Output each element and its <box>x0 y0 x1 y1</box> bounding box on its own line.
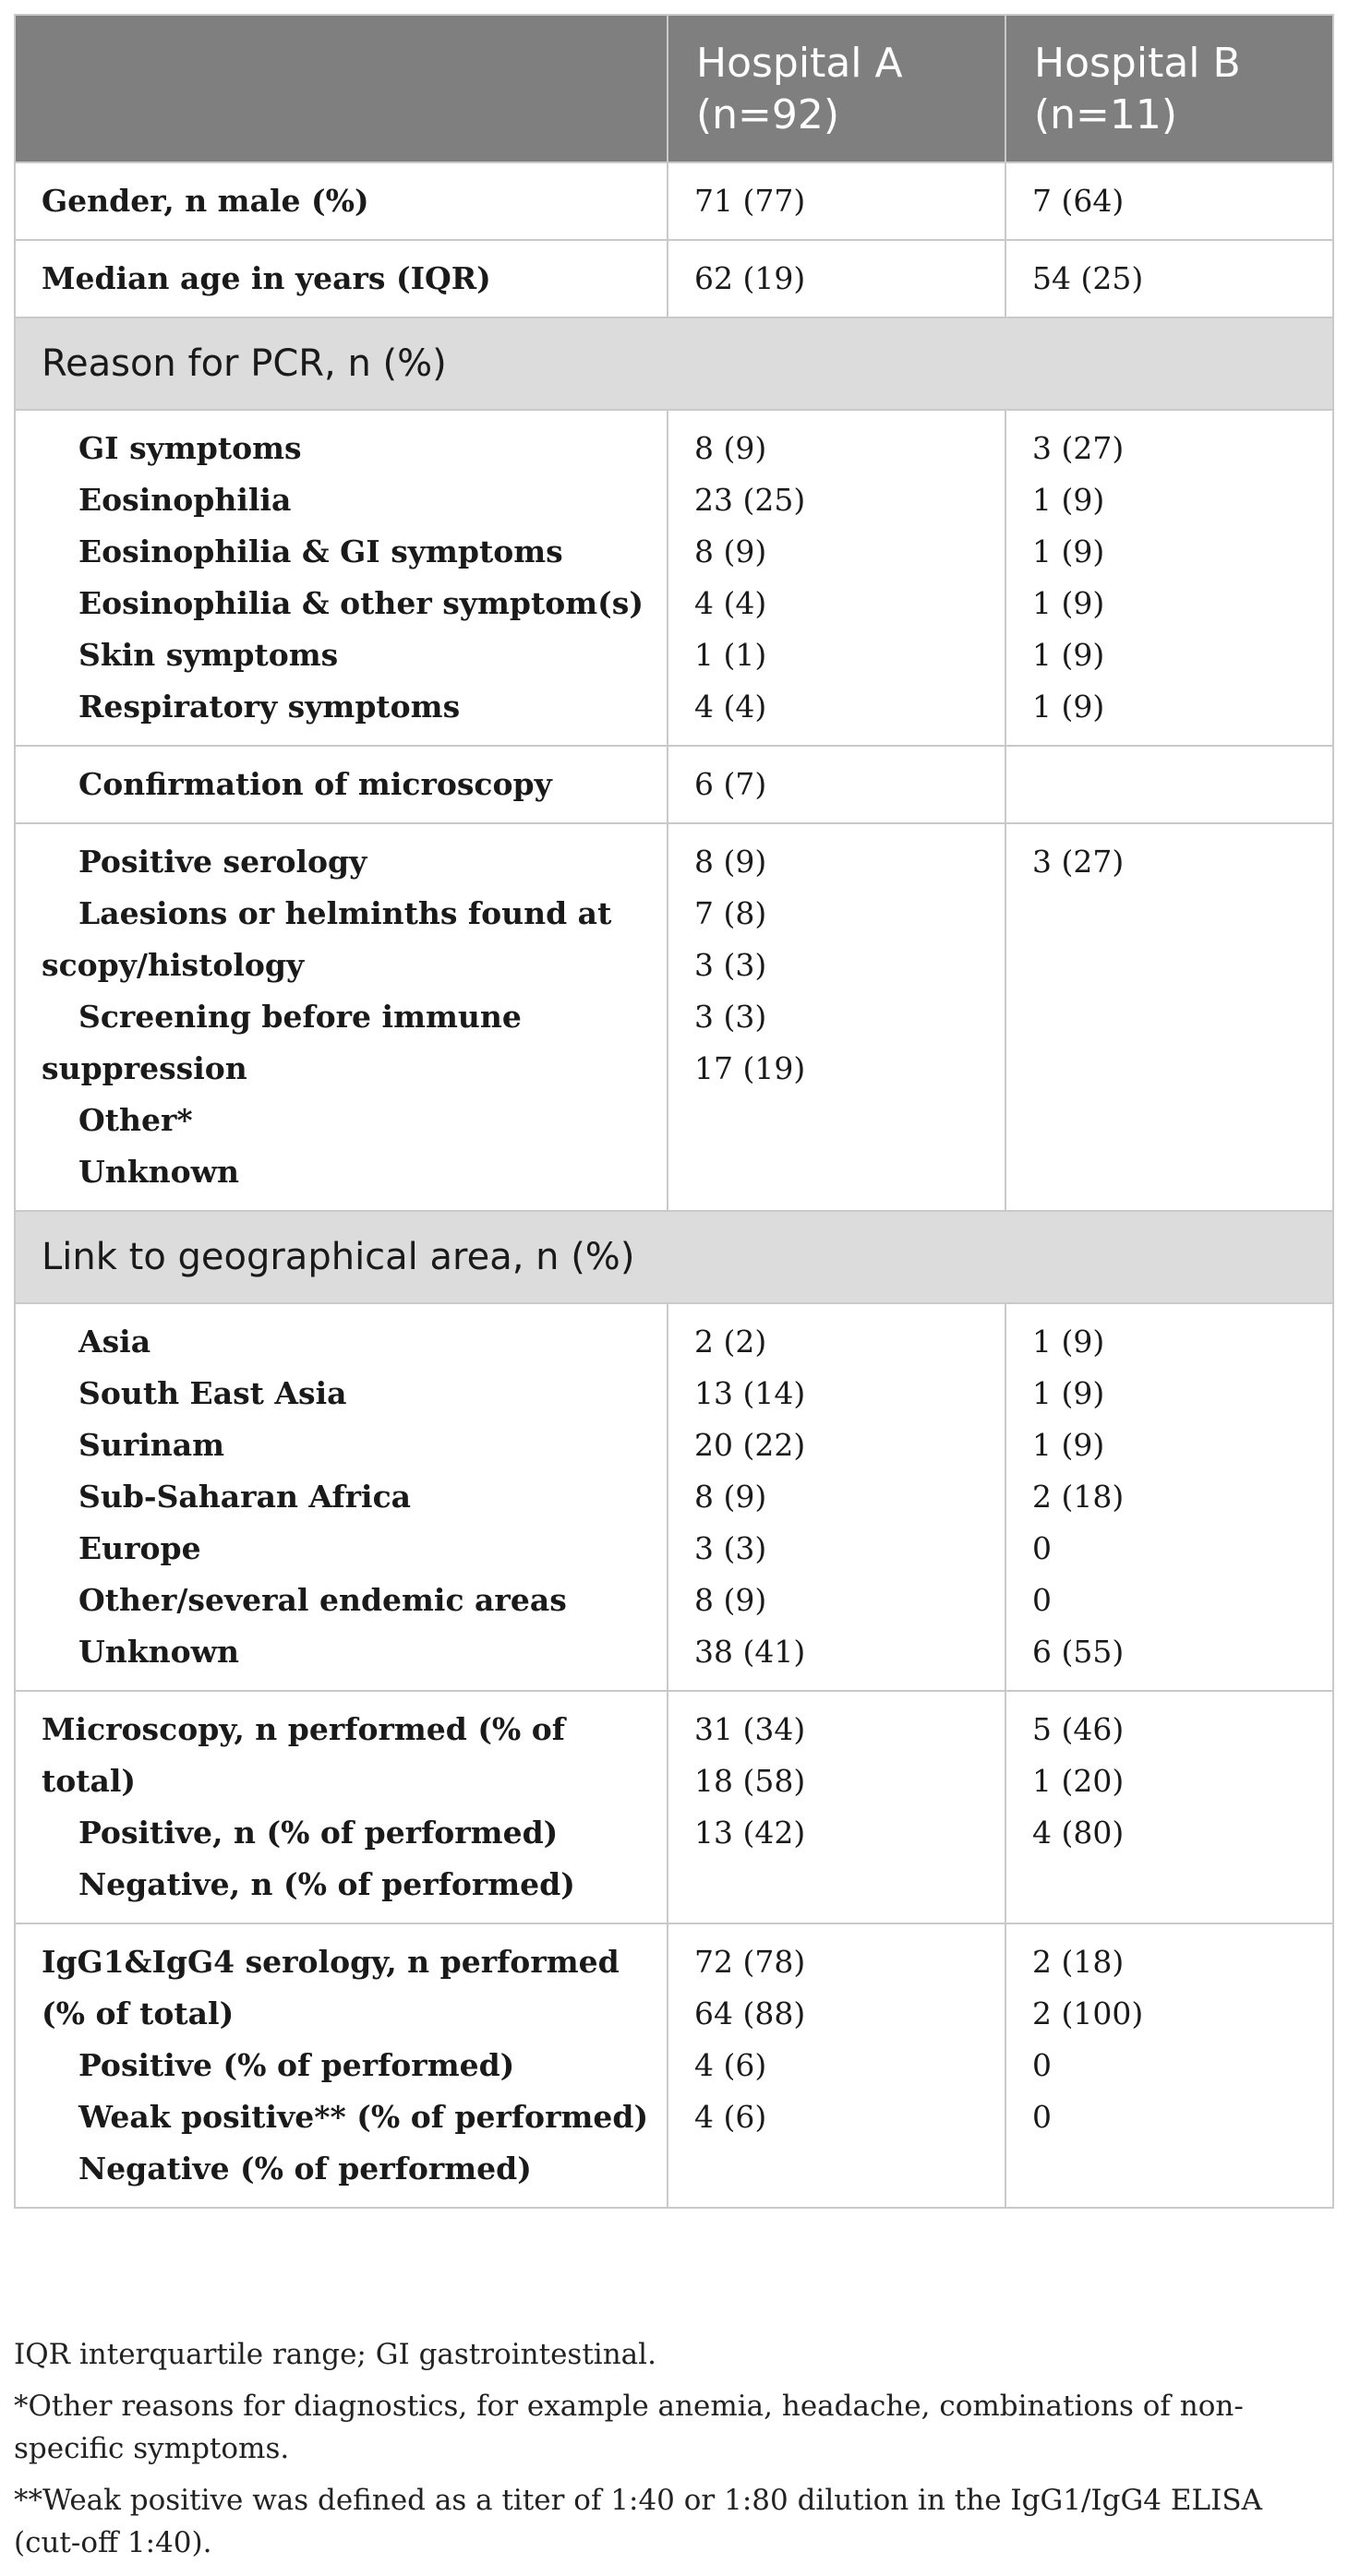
row-label: Eosinophilia & GI symptoms <box>78 533 563 569</box>
data-table-container <box>14 14 1332 2209</box>
header-empty-cell <box>15 15 668 162</box>
cell-hospital-a: 62 (19) <box>668 240 1005 318</box>
row-label: Gender, n male (%) <box>15 162 668 240</box>
cell-value: 5 (46) <box>1032 1711 1125 1747</box>
table-footnotes <box>14 2333 1334 2573</box>
cell-value: 1 (9) <box>1032 1375 1105 1411</box>
table-row-reason-group1 <box>15 410 1333 746</box>
row-label: Positive, n (% of performed) <box>78 1815 559 1851</box>
cell-value: 7 (8) <box>694 895 767 931</box>
section-title: Reason for PCR, n (%) <box>15 318 1333 410</box>
cell-hospital-a-group <box>668 1923 1005 2208</box>
cell-value: 4 (6) <box>694 2099 767 2135</box>
cell-value: 4 (4) <box>694 689 767 725</box>
row-label: Laesions or helminths found at <box>78 895 612 931</box>
header-hospital-a-n: (n=92) <box>696 91 840 138</box>
cell-value: 72 (78) <box>694 1944 806 1980</box>
cell-hospital-b-group <box>1005 1923 1333 2208</box>
cell-value: 8 (9) <box>694 533 767 569</box>
cell-value: 18 (58) <box>694 1763 806 1799</box>
data-table <box>14 14 1334 2209</box>
row-label: Sub-Saharan Africa <box>78 1479 412 1515</box>
header-hospital-a <box>668 15 1005 162</box>
cell-value: 17 (19) <box>694 1050 806 1086</box>
row-label: IgG1&IgG4 serology, n performed <box>42 1944 620 1980</box>
table-row-microscopy <box>15 1691 1333 1923</box>
row-label: scopy/histology <box>42 947 305 983</box>
cell-value: 13 (14) <box>694 1375 806 1411</box>
table-row-geo <box>15 1303 1333 1691</box>
row-label: (% of total) <box>42 1995 235 2031</box>
cell-value: 1 (9) <box>1032 689 1105 725</box>
cell-hospital-a-group <box>668 1691 1005 1923</box>
cell-value: 3 (27) <box>1032 844 1125 880</box>
cell-value: 8 (9) <box>694 430 767 466</box>
cell-value: 0 <box>1032 2047 1052 2083</box>
row-label: Microscopy, n performed (% of <box>42 1711 565 1747</box>
cell-value: 8 (9) <box>694 844 767 880</box>
row-label-group <box>15 410 668 746</box>
row-label: Negative, n (% of performed) <box>78 1866 575 1902</box>
row-label: Other/several endemic areas <box>78 1582 567 1618</box>
cell-hospital-b: 7 (64) <box>1005 162 1333 240</box>
cell-value: 23 (25) <box>694 482 806 518</box>
row-label: Respiratory symptoms <box>78 689 461 725</box>
cell-hospital-a: 71 (77) <box>668 162 1005 240</box>
row-label: Median age in years (IQR) <box>15 240 668 318</box>
row-label: Eosinophilia & other symptom(s) <box>78 585 644 621</box>
header-hospital-b-name: Hospital B <box>1034 40 1241 87</box>
row-label-group <box>15 823 668 1211</box>
cell-value: 3 (27) <box>1032 430 1125 466</box>
row-label-group <box>15 1923 668 2208</box>
cell-value: 1 (9) <box>1032 637 1105 673</box>
row-label: Confirmation of microscopy <box>78 766 552 802</box>
cell-value: 2 (2) <box>694 1324 767 1360</box>
cell-hospital-a: 6 (7) <box>668 746 1005 823</box>
cell-value: 1 (9) <box>1032 482 1105 518</box>
cell-value: 38 (41) <box>694 1634 806 1670</box>
cell-hospital-b: 54 (25) <box>1005 240 1333 318</box>
header-hospital-a-name: Hospital A <box>696 40 903 87</box>
cell-value: 13 (42) <box>694 1815 806 1851</box>
cell-hospital-b-group <box>1005 1691 1333 1923</box>
cell-value: 3 (3) <box>694 1530 767 1566</box>
table-row-median-age <box>15 240 1333 318</box>
footnote-other: *Other reasons for diagnostics, for example anemia, headache, combinations of non-specific symptoms. <box>14 2390 1244 2465</box>
cell-value: 64 (88) <box>694 1995 806 2031</box>
cell-hospital-a-group <box>668 410 1005 746</box>
cell-value: 0 <box>1032 2099 1052 2135</box>
section-title: Link to geographical area, n (%) <box>15 1211 1333 1303</box>
table-row-reason-group2 <box>15 746 1333 823</box>
row-label: total) <box>42 1763 137 1799</box>
cell-value: 0 <box>1032 1582 1052 1618</box>
row-label: Unknown <box>78 1154 240 1190</box>
row-label: Weak positive** (% of performed) <box>78 2099 649 2135</box>
cell-value: 31 (34) <box>694 1711 806 1747</box>
row-label: GI symptoms <box>78 430 302 466</box>
table-row-serology <box>15 1923 1333 2208</box>
cell-value: 8 (9) <box>694 1479 767 1515</box>
table-row-reason-group3 <box>15 823 1333 1211</box>
row-label: Skin symptoms <box>78 637 339 673</box>
row-label: Screening before immune <box>78 999 522 1035</box>
footnote-weak-positive: **Weak positive was defined as a titer of 1:40 or 1:80 dilution in the IgG1/IgG4 ELISA (cut-off 1:40). <box>14 2484 1262 2559</box>
cell-value: 1 (20) <box>1032 1763 1125 1799</box>
cell-hospital-a-group <box>668 823 1005 1211</box>
cell-value: 4 (6) <box>694 2047 767 2083</box>
header-hospital-b <box>1005 15 1333 162</box>
cell-hospital-b-group <box>1005 410 1333 746</box>
row-label: suppression <box>42 1050 247 1086</box>
section-header-geo <box>15 1211 1333 1303</box>
cell-value: 1 (1) <box>694 637 767 673</box>
cell-value: 4 (80) <box>1032 1815 1125 1851</box>
row-label: South East Asia <box>78 1375 347 1411</box>
cell-value: 1 (9) <box>1032 1427 1105 1463</box>
cell-value: 8 (9) <box>694 1582 767 1618</box>
cell-hospital-b-group <box>1005 1303 1333 1691</box>
cell-value: 1 (9) <box>1032 585 1105 621</box>
footnote-abbreviations: IQR interquartile range; GI gastrointestinal. <box>14 2338 656 2371</box>
table-row-gender <box>15 162 1333 240</box>
cell-value: 2 (100) <box>1032 1995 1144 2031</box>
cell-value: 2 (18) <box>1032 1479 1125 1515</box>
row-label: Europe <box>78 1530 201 1566</box>
cell-hospital-b <box>1005 746 1333 823</box>
row-label: Positive serology <box>78 844 367 880</box>
header-hospital-b-n: (n=11) <box>1034 91 1178 138</box>
cell-value: 3 (3) <box>694 947 767 983</box>
row-label: Asia <box>78 1324 151 1360</box>
cell-value: 2 (18) <box>1032 1944 1125 1980</box>
row-label: Unknown <box>78 1634 240 1670</box>
row-label: Eosinophilia <box>78 482 292 518</box>
cell-value: 1 (9) <box>1032 533 1105 569</box>
section-header-reason <box>15 318 1333 410</box>
row-label: Negative (% of performed) <box>78 2151 532 2187</box>
cell-value: 6 (55) <box>1032 1634 1125 1670</box>
table-header-row <box>15 15 1333 162</box>
cell-hospital-a-group <box>668 1303 1005 1691</box>
row-label: Surinam <box>78 1427 225 1463</box>
row-label: Positive (% of performed) <box>78 2047 515 2083</box>
row-label-group <box>15 1303 668 1691</box>
row-label-cell <box>15 746 668 823</box>
row-label-group <box>15 1691 668 1923</box>
cell-hospital-b-group <box>1005 823 1333 1211</box>
cell-value: 4 (4) <box>694 585 767 621</box>
cell-value: 3 (3) <box>694 999 767 1035</box>
cell-value: 1 (9) <box>1032 1324 1105 1360</box>
cell-value: 0 <box>1032 1530 1052 1566</box>
cell-value: 20 (22) <box>694 1427 806 1463</box>
row-label: Other* <box>78 1102 193 1138</box>
